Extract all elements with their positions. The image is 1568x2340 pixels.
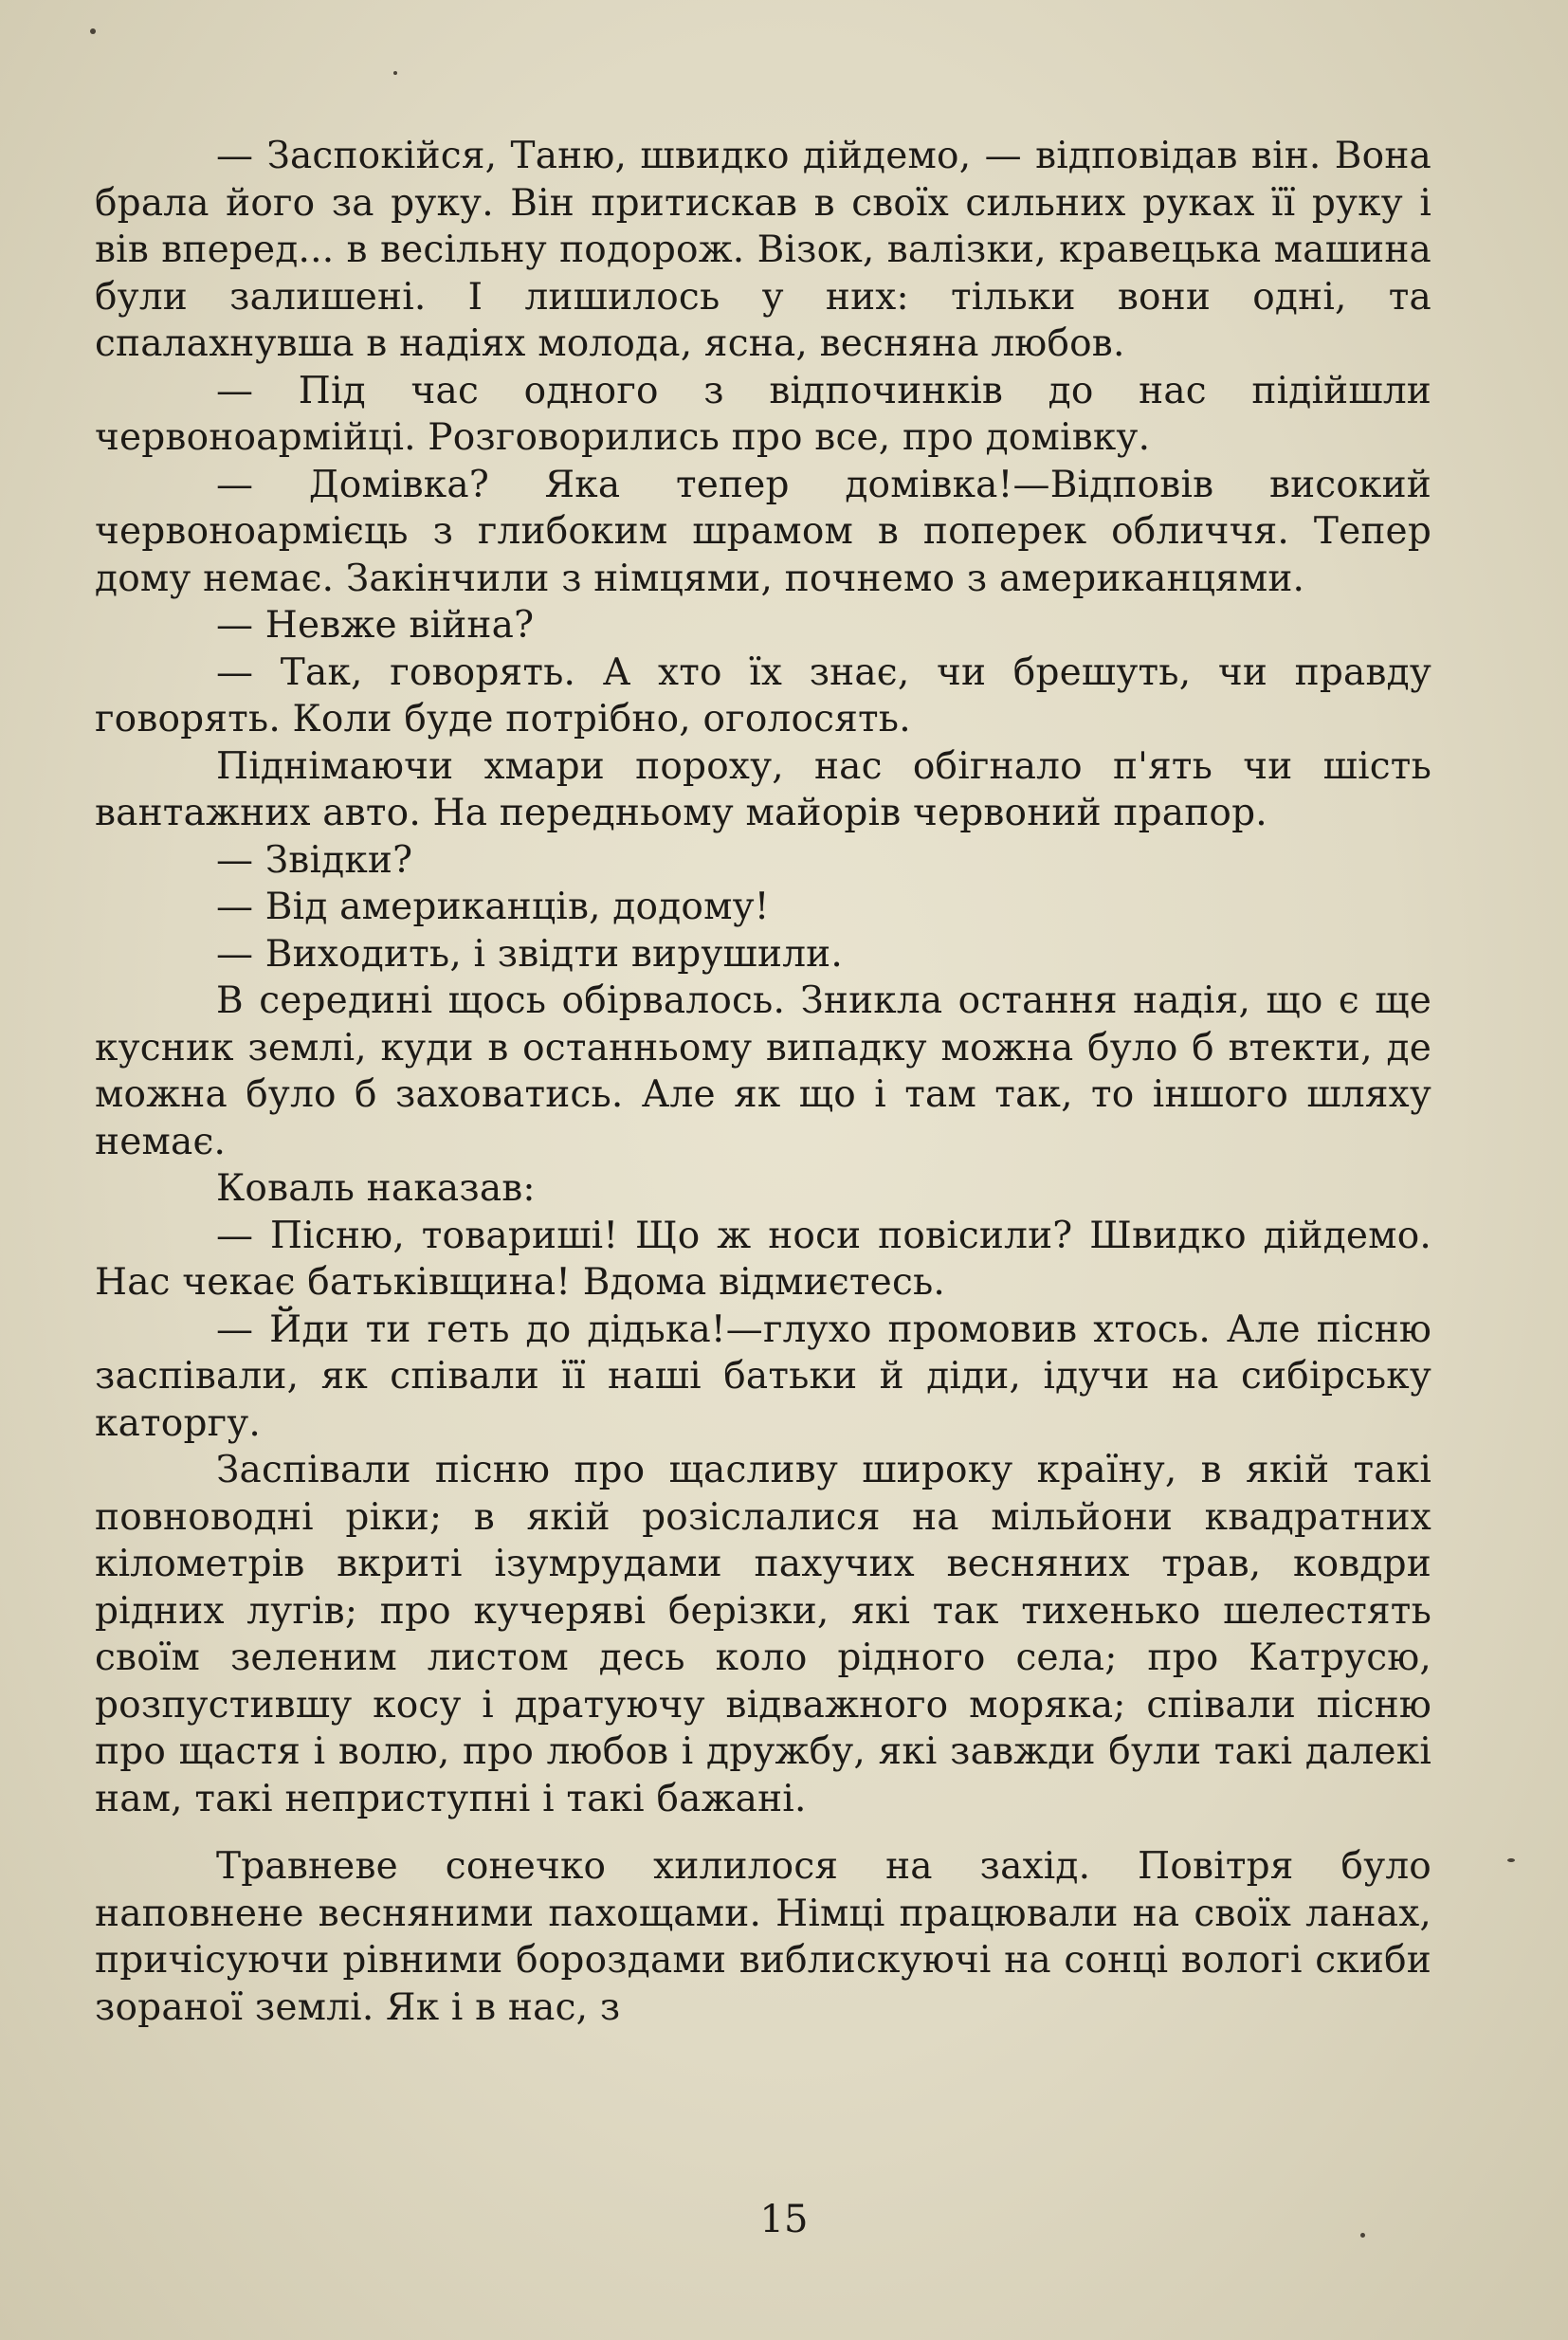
page-number: 15 [759, 2198, 809, 2241]
paragraph: — Виходить, і звідти вирушили. [216, 932, 843, 976]
paragraph: Заспівали пісню про щасливу широку країну, в якій такі повноводні ріки; в якій розіслалися на мільйони квадратних кілометрів вкриті ізумрудами пахучих весняних трав, ковдри рідних лугів; про кучеряві берізки, які так тихенько шелестять своїм зеленим листом десь коло рідного села; про Катрусю, розпустившу косу і дратуючу відважного моряка; співали пісню про щастя і волю, про любов і дружбу, які завжди були такі далекі нам, такі неприступні і такі бажані. [95, 1449, 1431, 1820]
paragraph: Коваль наказав: [216, 1167, 536, 1210]
paragraph: — Пісню, товариші! Що ж носи повісили? Швидко дійдемо. Нас чекає батьківщина! Вдома відмиєтесь. [95, 1214, 1431, 1304]
paper-speck [1360, 2233, 1365, 2238]
paragraph: Піднімаючи хмари пороху, нас обігнало п'ять чи шість вантажних авто. На передньому майорів червоний прапор. [95, 744, 1431, 834]
paragraph: — Заспокійся, Таню, швидко дійдемо, — відповідав він. Вона брала його за руку. Він притискав в своїх сильних руках її руку і вів вперед... в весільну подорож. Візок, валізки, кравецька машина були залишені. І лишилось у них: тільки вони одні, та спалахнувша в надіях молода, ясна, весняна любов. [95, 135, 1431, 365]
paragraph: — Йди ти геть до дідька!—глухо промовив хтось. Але пісню заспівали, як співали її наші батьки й діди, ідучи на сибірську каторгу. [95, 1307, 1431, 1445]
paper-speck [1507, 1858, 1515, 1862]
paragraph: — Домівка? Яка тепер домівка!—Відповів високий червоноармієць з глибоким шрамом в поперек обличчя. Тепер дому немає. Закінчили з німцями, почнемо з американцями. [95, 463, 1431, 600]
paragraph: — Під час одного з відпочинків до нас підійшли червоноармійці. Розговорились про все, про домівку. [95, 369, 1431, 459]
paper-speck [90, 28, 96, 34]
paragraph: В середині щось обірвалось. Зникла остання надія, що є ще кусник землі, куди в останньому випадку можна було б втекти, де можна було б заховатись. Але як що і там так, то іншого шляху немає. [95, 979, 1431, 1163]
paragraph: — Так, говорять. А хто їх знає, чи брешуть, чи правду говорять. Коли буде потрібно, оголосять. [95, 650, 1431, 740]
paragraph: — Невже війна? [216, 604, 535, 647]
body-text [95, 133, 1431, 2031]
paragraph: — Від американців, додому! [216, 886, 770, 928]
paragraph: — Звідки? [216, 838, 413, 882]
paper-speck [393, 71, 397, 75]
paragraph: Травневе сонечко хилилося на захід. Повітря було наповнене весняними пахощами. Німці працювали на своїх ланах, причісуючи рівними бороздами виблискуючі на сонці вологі скиби зораної землі. Як і в нас, з [95, 1845, 1431, 2029]
